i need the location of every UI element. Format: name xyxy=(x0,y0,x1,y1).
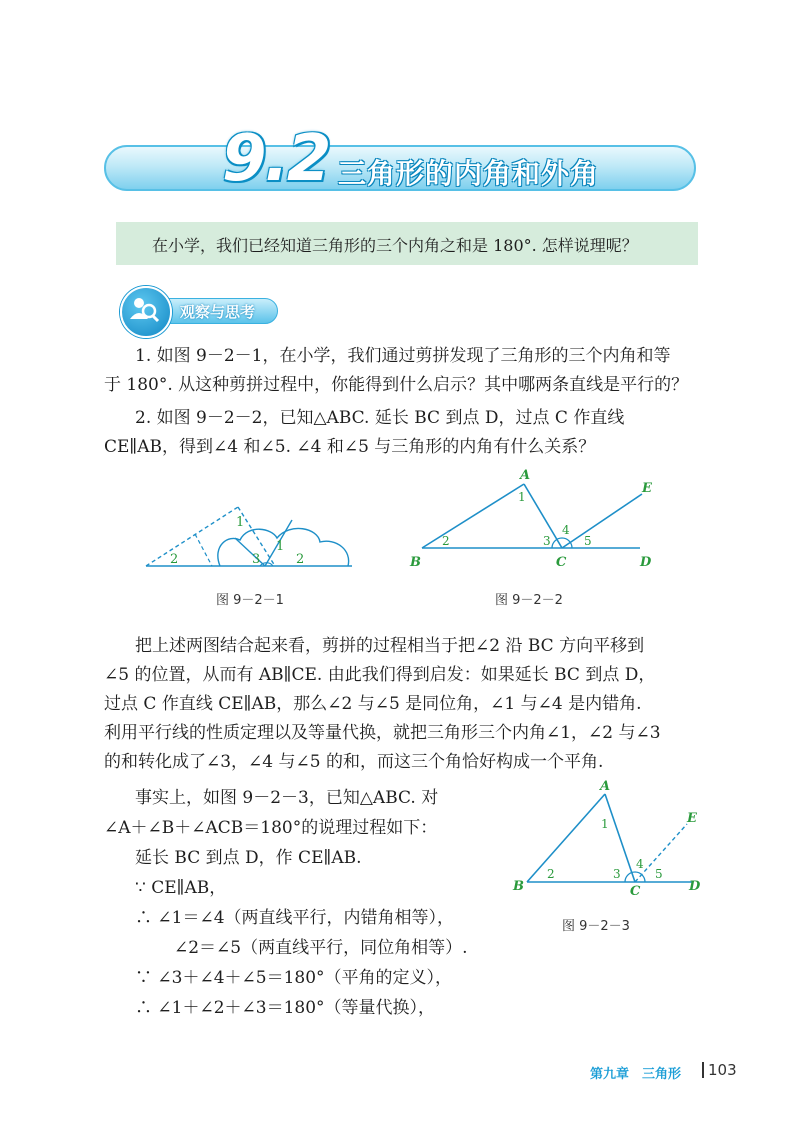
proof-line-8: ∴ ∠1＋∠2＋∠3＝180°（等量代换）， xyxy=(135,998,436,1018)
fig2-angle-2: 2 xyxy=(442,534,450,548)
question-1-line-1: 1. 如图 9－2－1，在小学，我们通过剪拼发现了三角形的三个内角和等 xyxy=(135,346,671,366)
question-1-line-2: 于 180°. 从这种剪拼过程中，你能得到什么启示？其中哪两条直线是平行的？ xyxy=(104,375,689,395)
explanation-line-2: ∠5 的位置，从而有 AB∥CE. 由此我们得到启发：如果延长 BC 到点 D， xyxy=(104,665,656,685)
fig2-point-B: B xyxy=(410,555,421,570)
magnifier-person-icon xyxy=(120,286,172,338)
figure-9-2-1 xyxy=(140,490,365,575)
fig2-point-E: E xyxy=(642,481,652,496)
figure-9-2-2 xyxy=(402,468,672,578)
proof-line-7: ∵ ∠3＋∠4＋∠5＝180°（平角的定义）， xyxy=(135,968,453,988)
fig2-point-A: A xyxy=(520,468,531,483)
fig2-caption: 图 9－2－2 xyxy=(495,593,563,608)
page-number: 103 xyxy=(708,1061,737,1079)
fig2-angle-1: 1 xyxy=(518,490,526,504)
fig3-point-A: A xyxy=(600,779,611,794)
intro-text: 在小学，我们已经知道三角形的三个内角之和是 180°. 怎样说理呢？ xyxy=(152,236,638,255)
fig1-angle-2: 2 xyxy=(170,552,179,567)
fig2-point-D: D xyxy=(640,555,652,570)
explanation-line-1: 把上述两图结合起来看，剪拼的过程相当于把∠2 沿 BC 方向平移到 xyxy=(135,636,645,656)
fig3-angle-5: 5 xyxy=(655,867,663,881)
fig3-point-B: B xyxy=(513,879,524,894)
question-2-line-2: CE∥AB，得到∠4 和∠5. ∠4 和∠5 与三角形的内角有什么关系？ xyxy=(104,437,596,457)
proof-line-5: ∴ ∠1＝∠4（两直线平行，内错角相等）， xyxy=(135,908,455,928)
fig3-point-D: D xyxy=(689,879,701,894)
footer-divider xyxy=(702,1062,704,1078)
proof-line-3: 延长 BC 到点 D，作 CE∥AB. xyxy=(135,848,362,868)
proof-line-2: ∠A＋∠B＋∠ACB＝180°的说理过程如下： xyxy=(104,818,438,838)
fig1-angle-1b: 1 xyxy=(276,539,285,554)
fig3-point-C: C xyxy=(630,884,641,896)
fig3-angle-3: 3 xyxy=(613,867,621,881)
fig3-angle-2: 2 xyxy=(547,867,555,881)
explanation-line-4: 利用平行线的性质定理以及等量代换，就把三角形三个内角∠1，∠2 与∠3 xyxy=(104,723,661,743)
footer-chapter: 第九章 三角形 xyxy=(590,1067,682,1082)
proof-line-6: ∠2＝∠5（两直线平行，同位角相等）. xyxy=(174,938,468,958)
fig3-caption: 图 9－2－3 xyxy=(562,919,630,934)
section-title: 三角形的内角和外角 xyxy=(338,157,600,190)
fig2-angle-3: 3 xyxy=(543,534,551,548)
explanation-line-3: 过点 C 作直线 CE∥AB，那么∠2 与∠5 是同位角，∠1 与∠4 是内错角. xyxy=(104,694,642,714)
fig1-caption: 图 9－2－1 xyxy=(216,593,284,608)
proof-line-1: 事实上，如图 9－2－3，已知△ABC. 对 xyxy=(135,788,439,808)
fig1-angle-2b: 2 xyxy=(296,552,305,567)
observe-label: 观察与思考 xyxy=(180,303,256,321)
figure-9-2-3 xyxy=(505,778,710,896)
fig3-angle-4: 4 xyxy=(636,857,644,871)
explanation-line-5: 的和转化成了∠3，∠4 与∠5 的和，而这三个角恰好构成一个平角. xyxy=(104,752,604,772)
question-2-line-1: 2. 如图 9－2－2，已知△ABC. 延长 BC 到点 D，过点 C 作直线 xyxy=(135,408,625,428)
fig2-point-C: C xyxy=(556,555,567,570)
fig2-angle-5: 5 xyxy=(584,534,592,548)
fig1-angle-1: 1 xyxy=(236,515,245,530)
fig3-point-E: E xyxy=(687,811,697,826)
fig1-angle-3: 3 xyxy=(252,552,261,567)
proof-line-4: ∵ CE∥AB， xyxy=(135,878,227,898)
fig3-angle-1: 1 xyxy=(601,817,609,831)
fig2-angle-4: 4 xyxy=(562,523,570,537)
section-number: 9.2 xyxy=(222,122,330,196)
